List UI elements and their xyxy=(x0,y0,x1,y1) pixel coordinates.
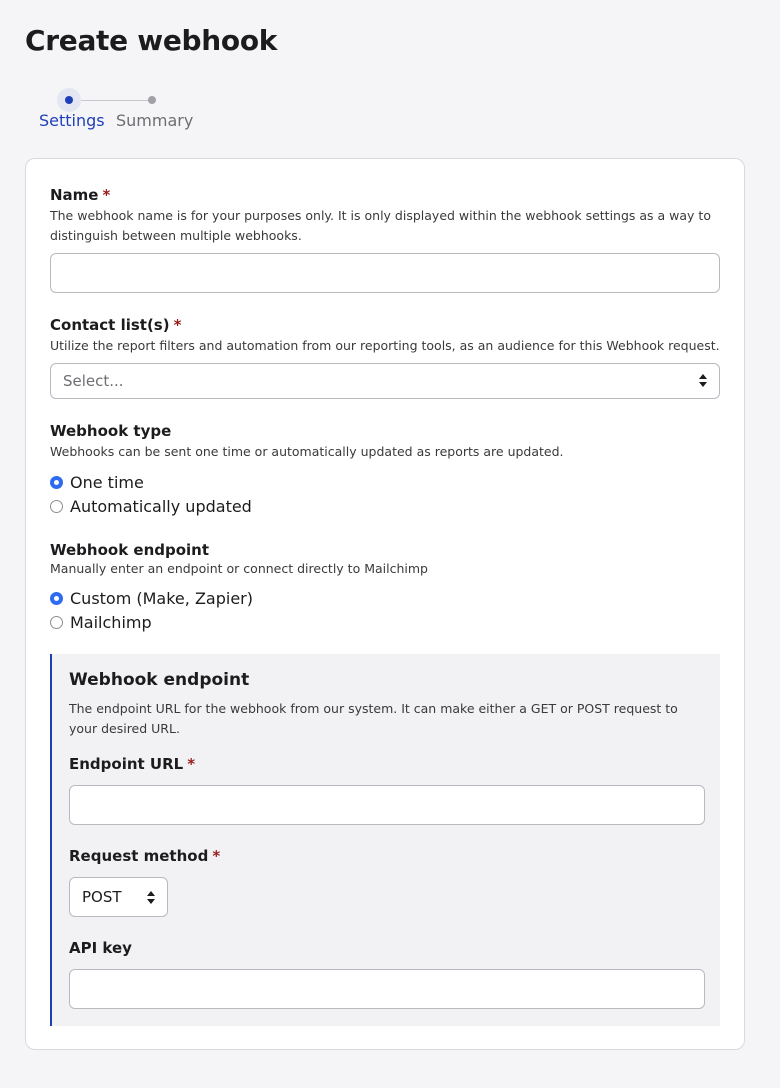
name-field-group xyxy=(50,186,720,246)
radio-automatically-updated[interactable] xyxy=(50,495,252,517)
contact-lists-label: Contact list(s) * xyxy=(50,316,182,334)
step-settings-indicator xyxy=(57,88,81,112)
webhook-type-label: Webhook type xyxy=(50,422,172,440)
webhook-type-field-group xyxy=(50,422,720,462)
radio-unchecked-icon[interactable] xyxy=(50,500,63,513)
step-settings-label[interactable]: Settings xyxy=(39,111,105,130)
endpoint-url-label: Endpoint URL * xyxy=(69,755,196,773)
endpoint-panel-help-text: The endpoint URL for the webhook from our system. It can make either a GET or POST request to your desired URL. xyxy=(69,701,678,736)
webhook-endpoint-label: Webhook endpoint xyxy=(50,541,210,559)
radio-mailchimp[interactable] xyxy=(50,611,152,633)
webhook-form-card xyxy=(25,158,745,1050)
radio-automatically-updated-label[interactable]: Automatically updated xyxy=(70,496,252,516)
request-method-value: POST xyxy=(82,888,122,906)
api-key-input[interactable] xyxy=(69,969,705,1009)
radio-custom[interactable] xyxy=(50,587,253,609)
webhook-endpoint-help-text: Manually enter an endpoint or connect directly to Mailchimp xyxy=(50,561,428,576)
step-summary-indicator xyxy=(140,88,164,112)
required-marker: * xyxy=(212,847,221,865)
required-marker: * xyxy=(187,755,196,773)
request-method-label: Request method * xyxy=(69,847,221,865)
radio-mailchimp-label[interactable]: Mailchimp xyxy=(70,612,152,632)
endpoint-panel-title: Webhook endpoint xyxy=(69,670,250,690)
radio-unchecked-icon[interactable] xyxy=(50,616,63,629)
contact-lists-field-group xyxy=(50,316,720,356)
radio-custom-label[interactable]: Custom (Make, Zapier) xyxy=(70,588,253,608)
page-title: Create webhook xyxy=(25,24,278,57)
radio-one-time-label[interactable]: One time xyxy=(70,472,144,492)
required-marker: * xyxy=(102,186,111,204)
radio-checked-icon[interactable] xyxy=(50,476,63,489)
contact-lists-help-text: Utilize the report filters and automation from our reporting tools, as an audience for this Webhook request. xyxy=(50,338,720,353)
api-key-label: API key xyxy=(69,939,132,957)
radio-checked-icon[interactable] xyxy=(50,592,63,605)
stepper xyxy=(38,88,198,134)
request-method-select[interactable] xyxy=(69,877,168,917)
webhook-endpoint-field-group xyxy=(50,541,720,579)
contact-lists-placeholder: Select... xyxy=(63,372,124,390)
select-arrows-icon xyxy=(147,891,155,905)
name-help-text: The webhook name is for your purposes only. It is only displayed within the webhook settings as a way to distinguish between multiple webhooks. xyxy=(50,208,711,243)
step-summary-label[interactable]: Summary xyxy=(116,111,194,130)
webhook-type-help-text: Webhooks can be sent one time or automatically updated as reports are updated. xyxy=(50,444,564,459)
endpoint-url-input[interactable] xyxy=(69,785,705,825)
stepper-connector xyxy=(69,100,151,101)
radio-one-time[interactable] xyxy=(50,471,144,493)
contact-lists-select[interactable] xyxy=(50,363,720,399)
select-arrows-icon xyxy=(699,374,707,388)
name-input[interactable] xyxy=(50,253,720,293)
name-label: Name * xyxy=(50,186,111,204)
required-marker: * xyxy=(173,316,182,334)
endpoint-panel xyxy=(50,654,720,1026)
